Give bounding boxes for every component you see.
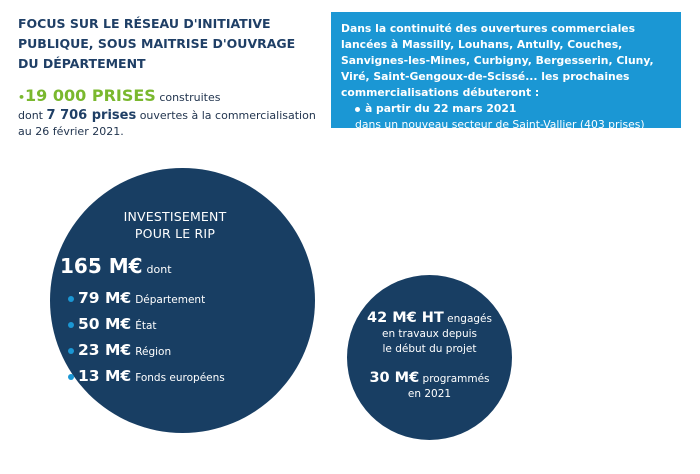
page-title: FOCUS SUR LE RÉSEAU D'INITIATIVE PUBLIQUE, SOUS MAITRISE D'OUVRAGE DU DÉPARTEMENT (18, 16, 296, 71)
open-prises-line (18, 108, 338, 124)
investment-item-fonds (68, 366, 225, 385)
works-planned-suffix: programmés (422, 373, 490, 385)
investment-total-label: dont (146, 263, 172, 276)
info-when-text: à partir du 22 mars 2021 (365, 102, 517, 115)
blue-bullet-icon (68, 322, 74, 328)
prises-stats (18, 88, 338, 140)
open-prises-value: 7 706 prises (46, 108, 137, 123)
investment-total-value: 165 M€ (60, 254, 143, 278)
works-engaged-line3: le début du projet (382, 343, 477, 355)
open-prises-prefix: dont (18, 109, 43, 122)
investment-total (60, 254, 172, 278)
green-bullet-icon: • (18, 91, 26, 104)
investment-item-value: 23 M€ (78, 341, 132, 359)
investment-heading: INVESTISEMENT POUR LE RIP (123, 209, 227, 241)
open-prises-suffix: ouvertes à la commercialisation (139, 109, 316, 122)
investment-item-label: Région (135, 346, 172, 358)
total-prises-suffix: construites (159, 91, 221, 104)
date-line: au 26 février 2021. (18, 125, 124, 138)
blue-bullet-icon (68, 348, 74, 354)
works-engaged-suffix: engagés (447, 313, 492, 325)
investment-item-value: 50 M€ (78, 315, 132, 333)
investment-item-region (68, 340, 171, 359)
blue-bullet-icon (68, 296, 74, 302)
investment-item-label: État (135, 320, 157, 332)
works-engaged-value: 42 M€ HT (367, 310, 444, 326)
investment-item-value: 79 M€ (78, 289, 132, 307)
total-prises-line (18, 88, 338, 106)
total-prises-value: 19 000 PRISES (25, 86, 156, 105)
investment-circle (50, 168, 315, 433)
white-bullet-icon (355, 107, 360, 112)
works-planned-line2: en 2021 (407, 388, 452, 400)
blue-bullet-icon (68, 374, 74, 380)
works-planned-value: 30 M€ (369, 370, 420, 386)
info-intro: Dans la continuité des ouvertures commerciales lancées à Massilly, Louhans, Antully, Couches, Sanvignes-les-Mines, Curbigny, Bergesserin, Cluny, Viré, Saint-Gengoux-de-Scissé... les prochaines commercialisations débuteront : (341, 22, 654, 99)
works-circle (347, 275, 512, 440)
info-when (341, 101, 671, 117)
investment-item-value: 13 M€ (78, 367, 132, 385)
investment-item-label: Département (135, 294, 206, 306)
investment-item-label: Fonds européens (135, 372, 225, 384)
commercialisation-info-box (331, 12, 681, 131)
investment-item-departement (68, 288, 205, 307)
investment-item-etat (68, 314, 157, 333)
info-where: dans un nouveau secteur de Saint-Vallier (403 prises) (355, 118, 645, 131)
works-engaged (347, 311, 512, 357)
works-engaged-line2: en travaux depuis (381, 328, 477, 340)
works-planned (347, 371, 512, 402)
